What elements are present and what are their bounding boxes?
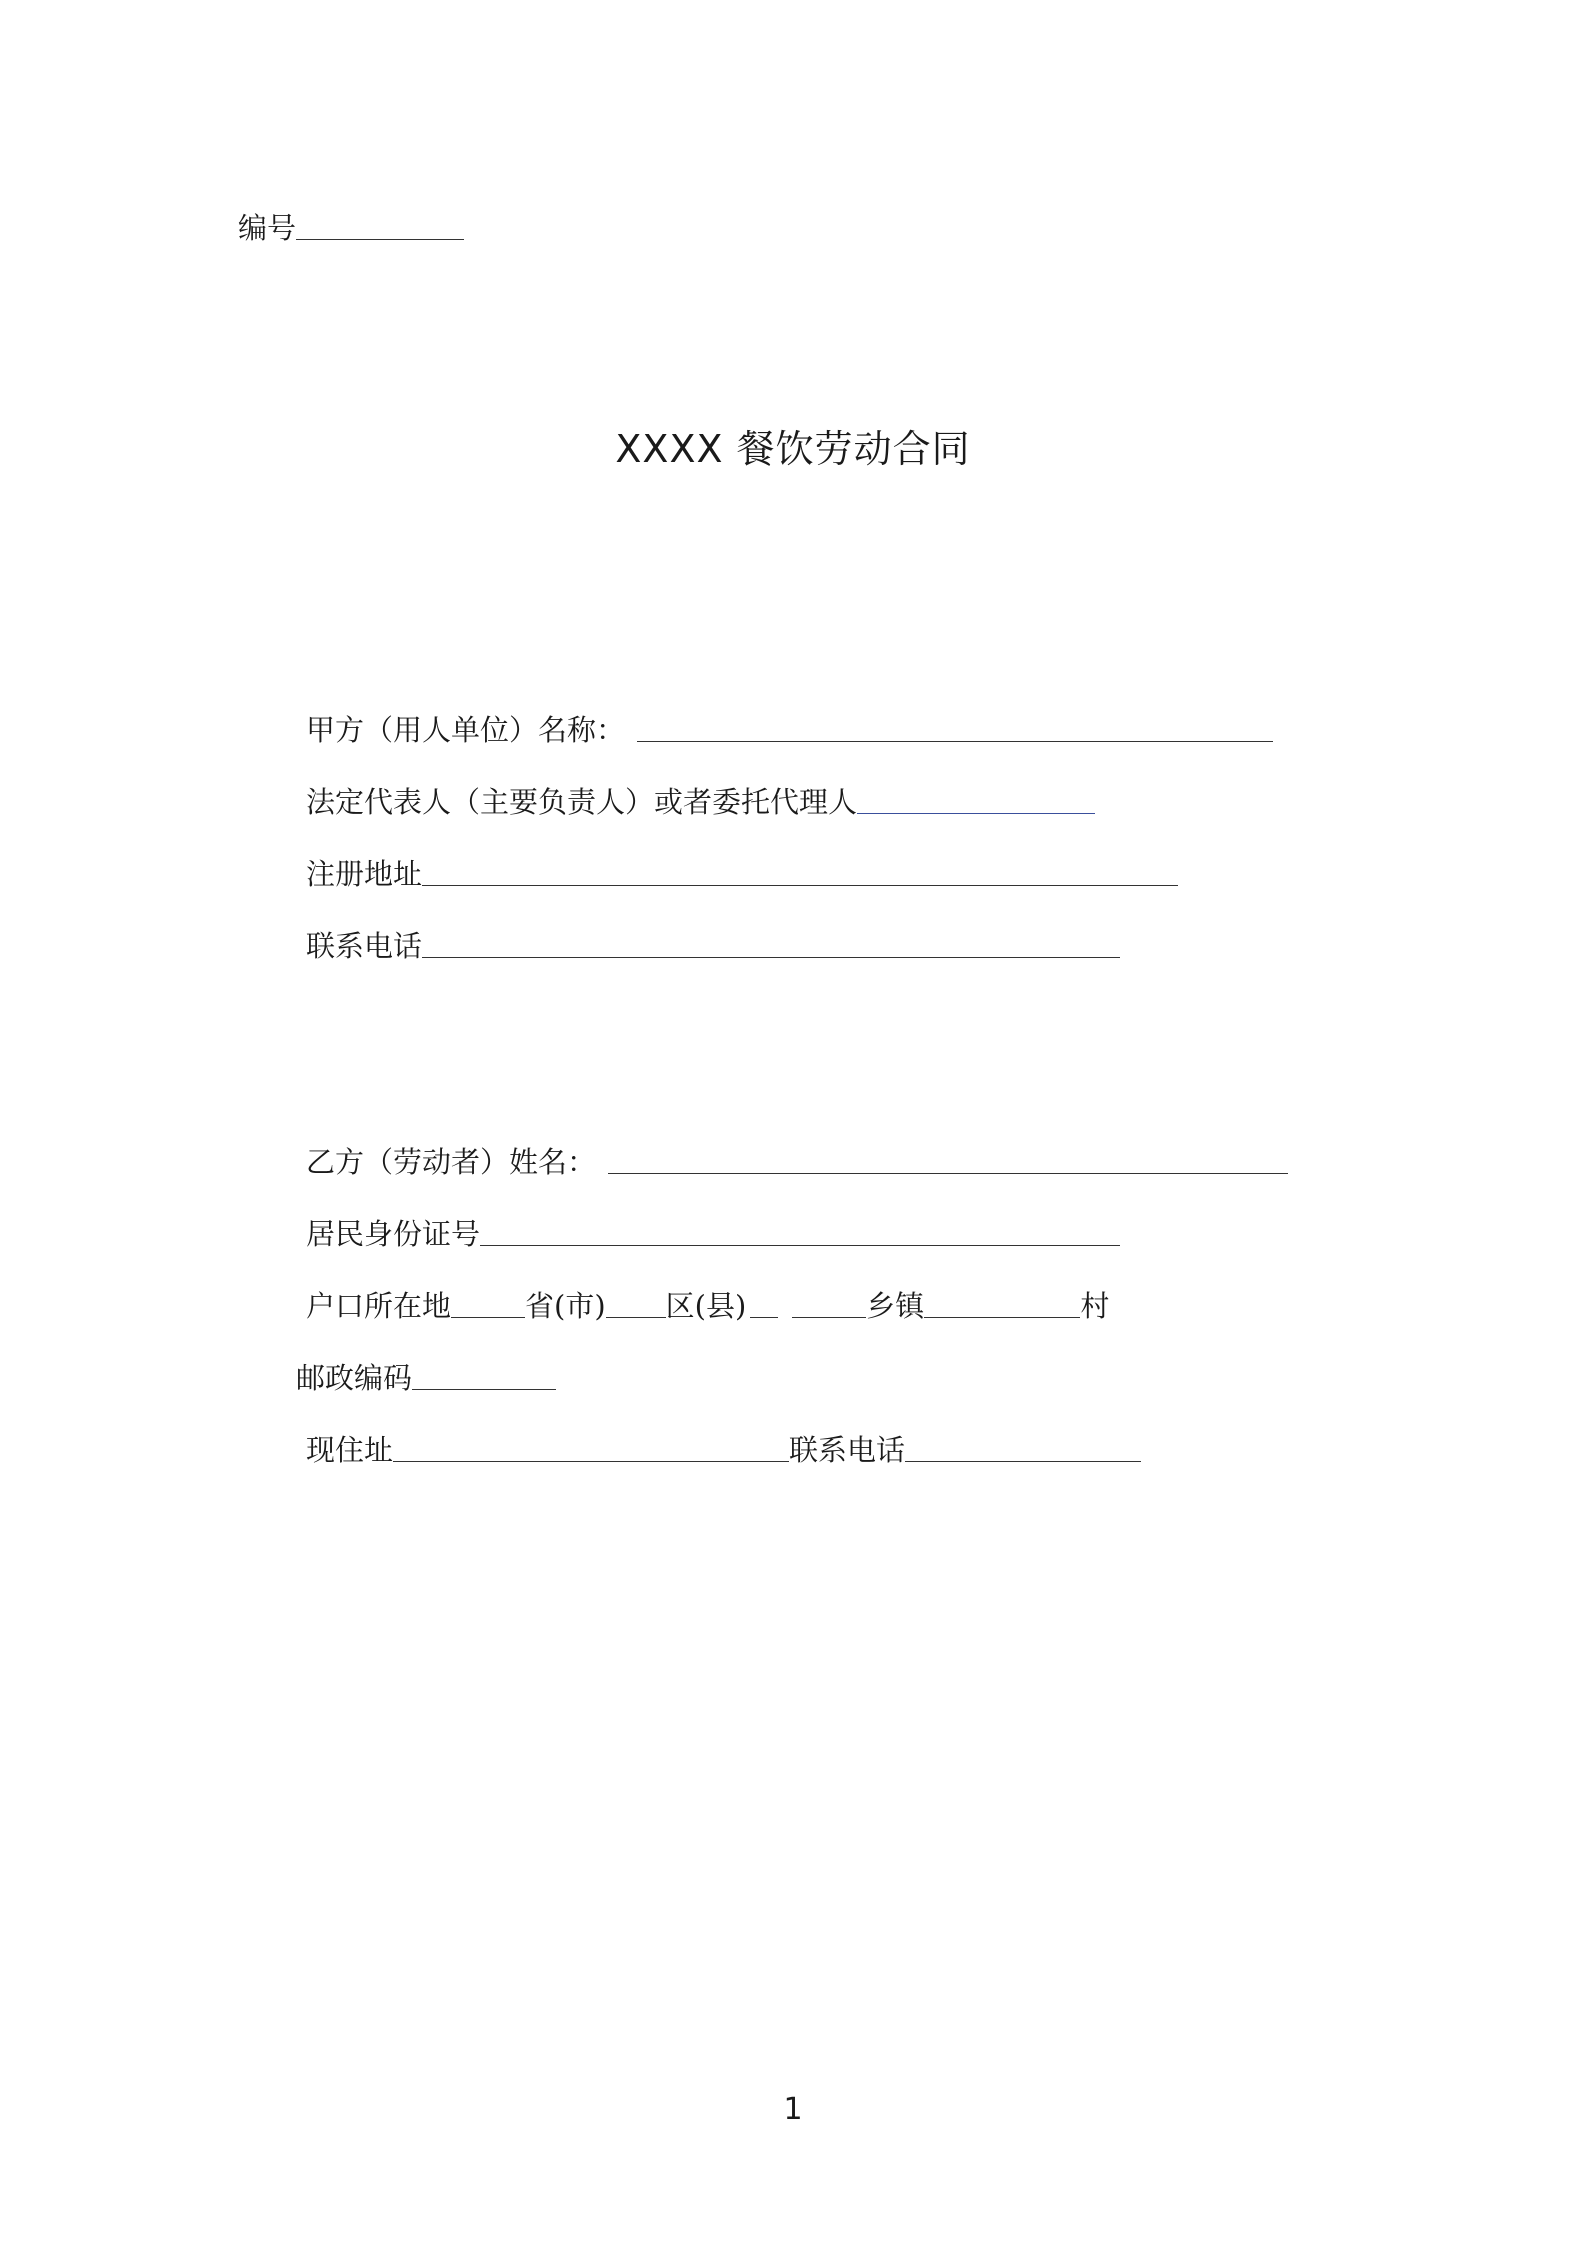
hukou-village-blank[interactable]: [924, 1316, 1080, 1318]
document-title: XXXX 餐饮劳动合同: [615, 427, 971, 471]
party-b-id-blank[interactable]: [480, 1244, 1120, 1246]
party-a-phone-line: [306, 928, 1120, 964]
party-a-phone-blank[interactable]: [422, 956, 1120, 958]
party-a-representative-blank[interactable]: [857, 812, 1095, 814]
party-a-address-line: [306, 856, 1178, 892]
party-a-address-label: 注册地址: [306, 857, 423, 891]
hukou-province-blank[interactable]: [451, 1316, 525, 1318]
party-b-residence-phone-blank[interactable]: [905, 1460, 1141, 1462]
party-b-id-label: 居民身份证号: [306, 1217, 481, 1251]
party-a-name-line: [306, 712, 1273, 748]
hukou-province-label: 省(市): [525, 1289, 606, 1323]
party-b-residence-blank[interactable]: [393, 1460, 789, 1462]
party-b-id-line: [306, 1216, 1120, 1252]
serial-number-label: 编号: [238, 211, 297, 245]
party-b-residence-line: [306, 1432, 1141, 1468]
hukou-village-label: 村: [1080, 1289, 1110, 1323]
party-a-name-label: 甲方（用人单位）名称：: [306, 713, 626, 747]
serial-number-line: [238, 210, 464, 246]
hukou-district-label: 区(县): [665, 1289, 747, 1323]
party-b-residence-label: 现住址: [306, 1433, 394, 1467]
party-b-postal-line: [296, 1360, 556, 1396]
party-b-residence-phone-label: 联系电话: [789, 1433, 906, 1467]
page-number: 1: [783, 2092, 803, 2127]
serial-number-blank[interactable]: [296, 238, 464, 240]
party-b-name-line: [306, 1144, 1288, 1180]
party-b-hukou-label: 户口所在地: [306, 1289, 452, 1323]
party-b-name-blank[interactable]: [608, 1172, 1288, 1174]
party-b-postal-label: 邮政编码: [296, 1361, 413, 1395]
hukou-town-blank[interactable]: [792, 1316, 866, 1318]
party-a-phone-label: 联系电话: [306, 929, 423, 963]
hukou-district-blank[interactable]: [606, 1316, 666, 1318]
party-a-address-blank[interactable]: [422, 884, 1178, 886]
party-b-name-label: 乙方（劳动者）姓名：: [306, 1145, 597, 1179]
party-a-name-blank[interactable]: [637, 740, 1273, 742]
hukou-extra-blank-1[interactable]: [750, 1316, 778, 1318]
party-b-postal-blank[interactable]: [412, 1388, 556, 1390]
party-b-hukou-line: [306, 1288, 1109, 1324]
party-a-representative-label: 法定代表人（主要负责人）或者委托代理人: [306, 785, 858, 819]
hukou-town-label: 乡镇: [866, 1289, 925, 1323]
party-a-representative-line: [306, 784, 1095, 820]
